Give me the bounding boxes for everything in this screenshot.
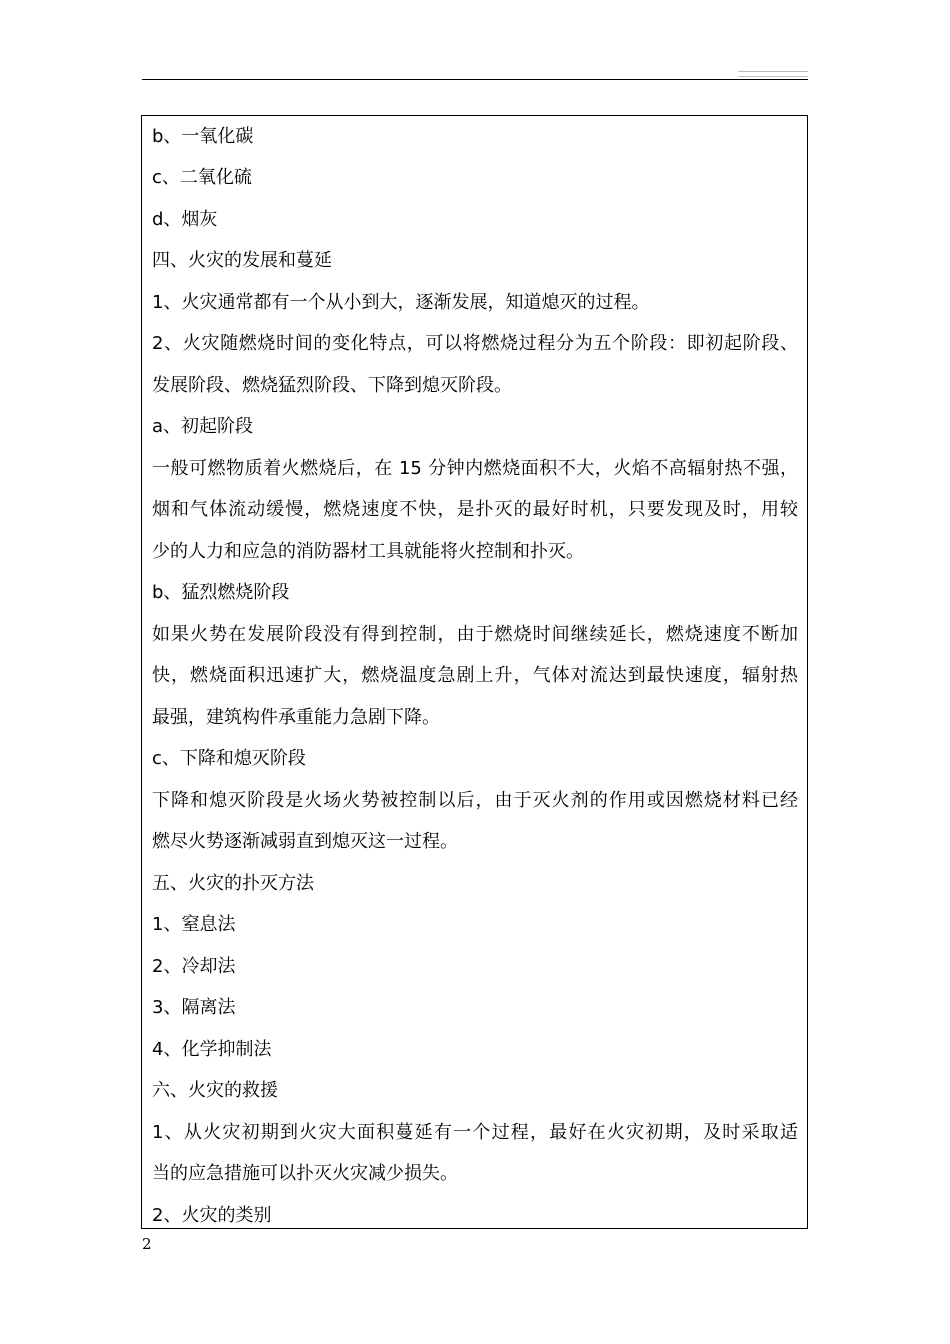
paragraph-line: 最强，建筑构件承重能力急剧下降。: [152, 707, 440, 728]
paragraph-line: 如果火势在发展阶段没有得到控制，由于燃烧时间继续延长，燃烧速度不断加: [152, 624, 798, 645]
list-item: 2、火灾的类别: [152, 1205, 272, 1226]
list-item: 3、隔离法: [152, 997, 236, 1018]
subsection-heading: c、下降和熄灭阶段: [152, 748, 306, 769]
paragraph-line: 2、火灾随燃烧时间的变化特点，可以将燃烧过程分为五个阶段：即初起阶段、: [152, 333, 798, 354]
header-rule: [142, 79, 808, 80]
list-item: 1、窒息法: [152, 914, 236, 935]
paragraph-line: 少的人力和应急的消防器材工具就能将火控制和扑灭。: [152, 541, 584, 562]
subsection-heading: b、猛烈燃烧阶段: [152, 582, 290, 603]
header-mark: [738, 71, 808, 77]
paragraph-line: 1、火灾通常都有一个从小到大，逐渐发展，知道熄灭的过程。: [152, 292, 650, 313]
list-item: c、二氧化硫: [152, 167, 252, 188]
content-table-cell: [141, 115, 808, 1229]
paragraph-line: 快，燃烧面积迅速扩大，燃烧温度急剧上升，气体对流达到最快速度，辐射热: [152, 665, 798, 686]
paragraph-line: 当的应急措施可以扑灭火灾减少损失。: [152, 1163, 458, 1184]
list-item: 4、化学抑制法: [152, 1039, 272, 1060]
paragraph-line: 1、从火灾初期到火灾大面积蔓延有一个过程，最好在火灾初期，及时采取适: [152, 1122, 798, 1143]
paragraph-line: 烟和气体流动缓慢，燃烧速度不快，是扑灭的最好时机，只要发现及时，用较: [152, 499, 798, 520]
list-item: 2、冷却法: [152, 956, 236, 977]
list-item: d、烟灰: [152, 209, 218, 230]
section-heading: 四、火灾的发展和蔓延: [152, 250, 332, 271]
list-item: b、一氧化碳: [152, 126, 254, 147]
subsection-heading: a、初起阶段: [152, 416, 254, 437]
section-heading: 六、火灾的救援: [152, 1080, 278, 1101]
page-number: 2: [142, 1235, 152, 1253]
paragraph-line: 燃尽火势逐渐减弱直到熄灭这一过程。: [152, 831, 458, 852]
section-heading: 五、火灾的扑灭方法: [152, 873, 314, 894]
paragraph-line: 发展阶段、燃烧猛烈阶段、下降到熄灭阶段。: [152, 375, 512, 396]
paragraph-line: 一般可燃物质着火燃烧后，在 15 分钟内燃烧面积不大，火焰不高辐射热不强，: [152, 458, 798, 479]
paragraph-line: 下降和熄灭阶段是火场火势被控制以后，由于灭火剂的作用或因燃烧材料已经: [152, 790, 798, 811]
